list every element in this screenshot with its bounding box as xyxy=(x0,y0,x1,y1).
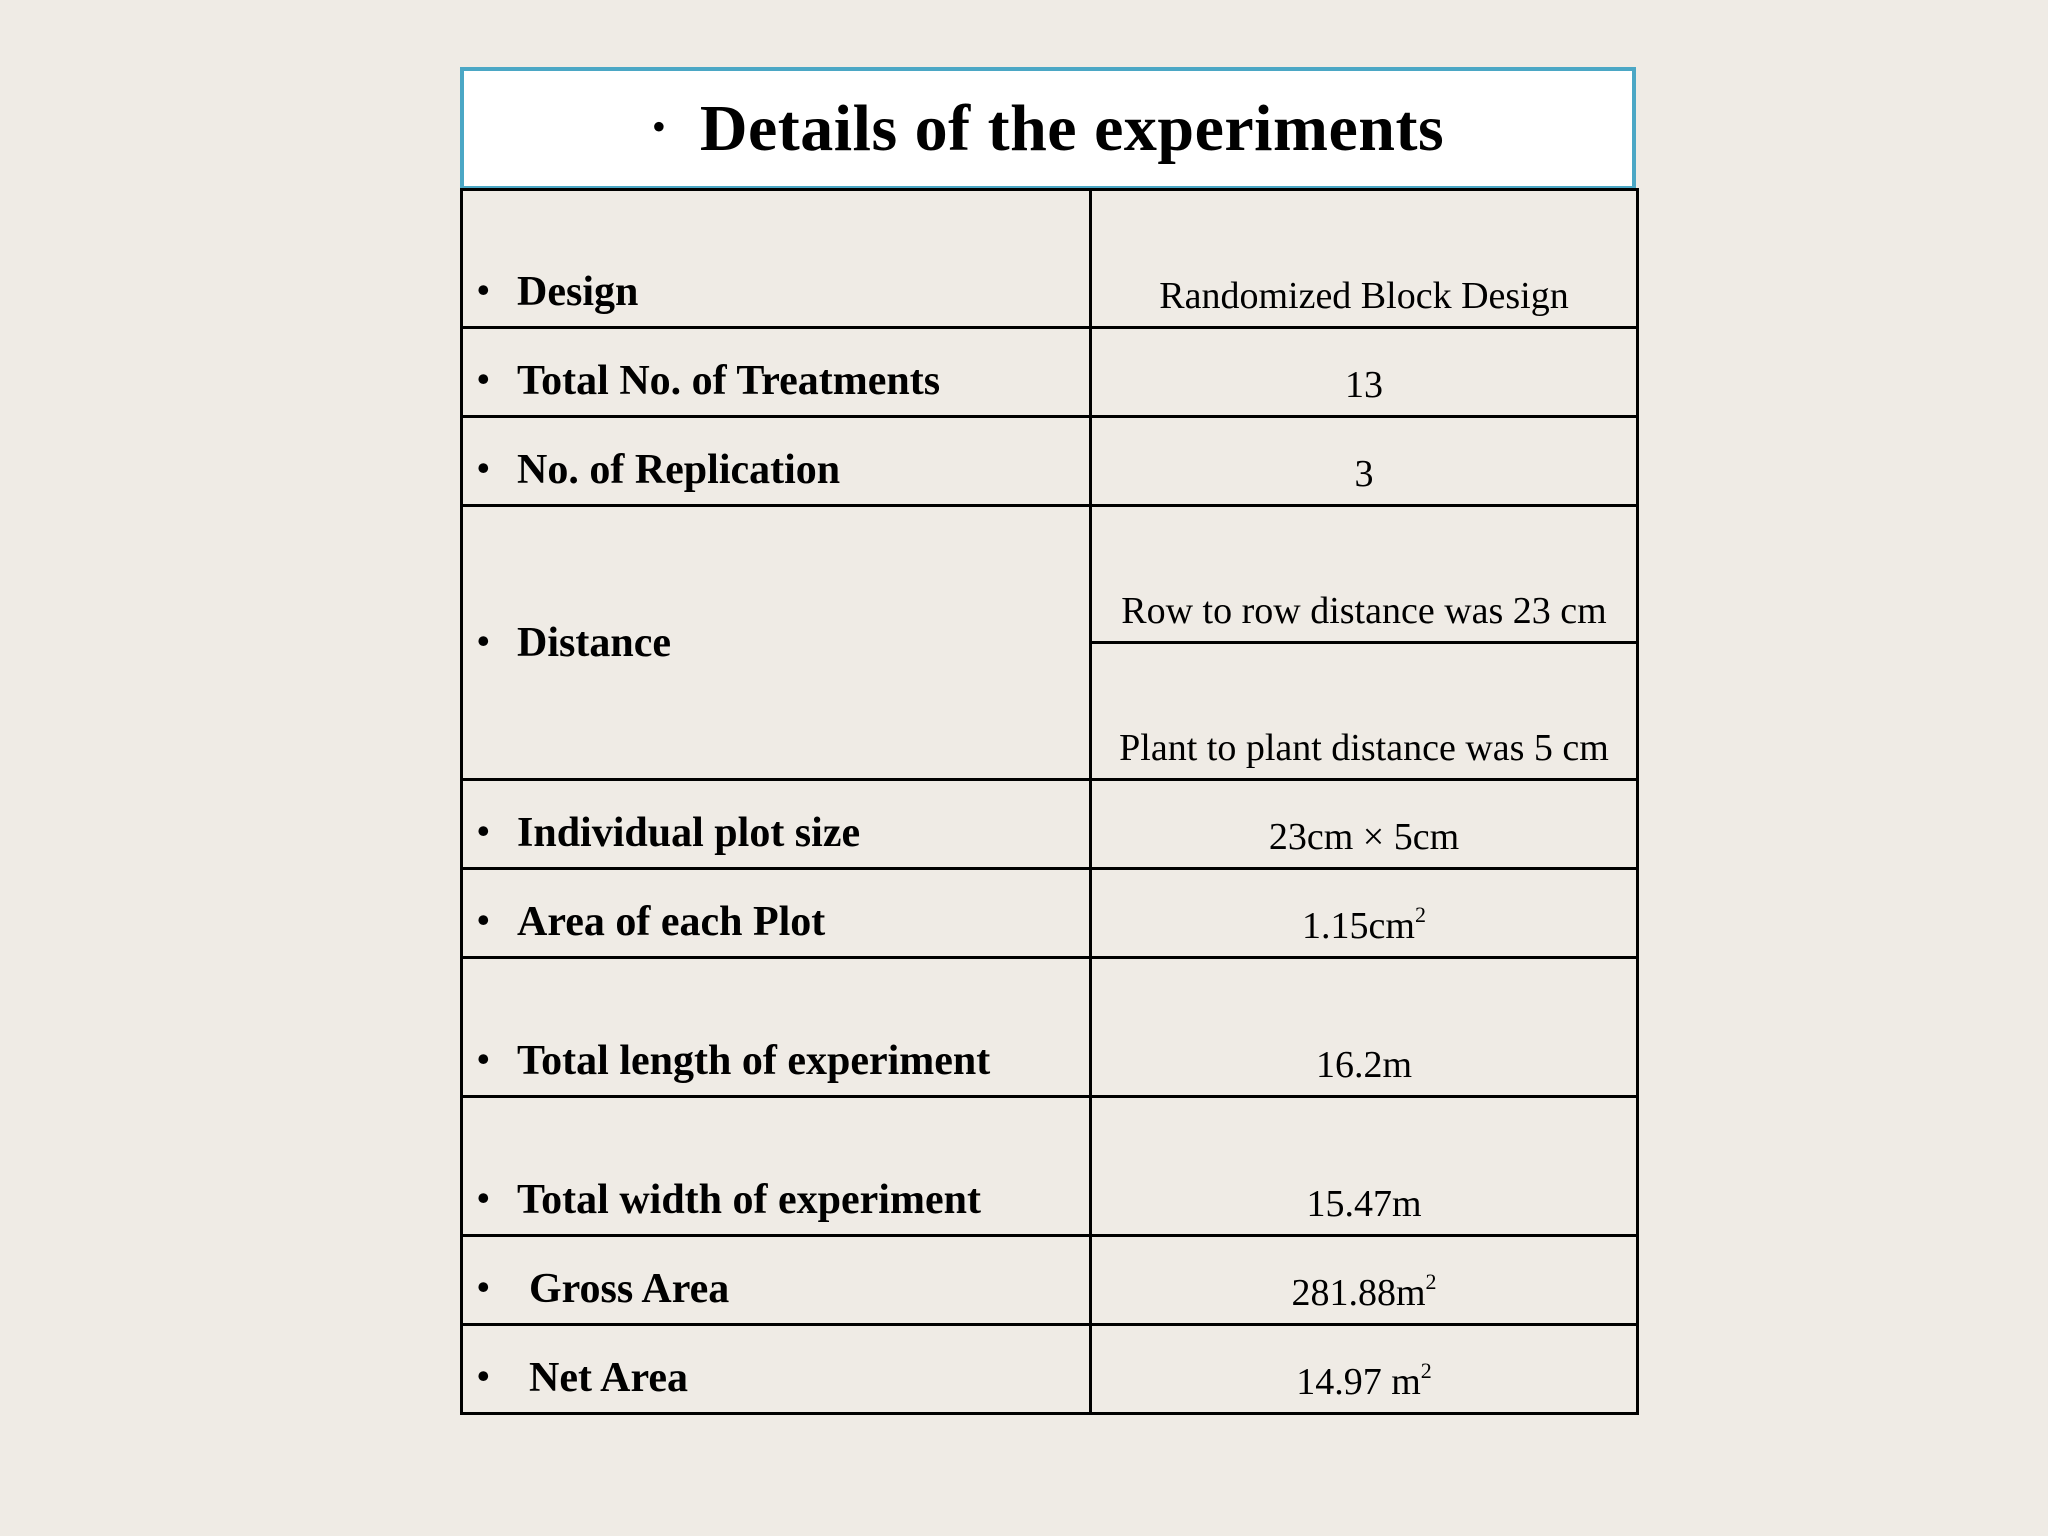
replication-value: 3 xyxy=(1091,417,1638,506)
treatments-label: Total No. of Treatments xyxy=(517,358,941,404)
bullet: • xyxy=(477,1178,490,1218)
label-cell xyxy=(462,190,1091,328)
bullet: • xyxy=(477,620,490,661)
total-length-value: 16.2m xyxy=(1091,958,1638,1097)
table-row-plot-size xyxy=(462,780,1638,869)
table-row-treatments xyxy=(462,328,1638,417)
details-table xyxy=(460,188,1639,1415)
row-distance-value: Row to row distance was 23 cm xyxy=(1091,506,1638,643)
title-box xyxy=(460,67,1636,190)
design-value: Randomized Block Design xyxy=(1091,190,1638,328)
gross-area-cell xyxy=(1091,1236,1638,1325)
bullet: • xyxy=(477,270,490,310)
net-area-label: Net Area xyxy=(529,1355,688,1401)
bullet: • xyxy=(477,1039,490,1079)
replication-label: No. of Replication xyxy=(517,447,841,493)
label-cell xyxy=(462,780,1091,869)
bullet: • xyxy=(477,811,490,851)
treatments-value: 13 xyxy=(1091,328,1638,417)
design-label: Design xyxy=(517,269,639,315)
table-row-plot-area xyxy=(462,869,1638,958)
net-area-unit-sup: 2 xyxy=(1420,1358,1432,1384)
bullet: • xyxy=(477,1267,490,1307)
bullet: • xyxy=(477,448,490,488)
table-row-gross-area xyxy=(462,1236,1638,1325)
table-row-distance xyxy=(462,506,1638,643)
label-cell xyxy=(462,417,1091,506)
label-cell xyxy=(462,328,1091,417)
table-row-net-area xyxy=(462,1325,1638,1414)
net-area-cell xyxy=(1091,1325,1638,1414)
plot-area-cell xyxy=(1091,869,1638,958)
total-width-value: 15.47m xyxy=(1091,1097,1638,1236)
plant-distance-value: Plant to plant distance was 5 cm xyxy=(1091,643,1638,780)
net-area-value: 14.97 m xyxy=(1296,1361,1421,1403)
table-row-design xyxy=(462,190,1638,328)
plot-size-value: 23cm × 5cm xyxy=(1091,780,1638,869)
bullet: • xyxy=(477,900,490,940)
table-row-replication xyxy=(462,417,1638,506)
total-width-label: Total width of experiment xyxy=(517,1177,981,1223)
plot-area-value: 1.15cm xyxy=(1302,905,1415,947)
bullet: • xyxy=(477,359,490,399)
label-cell xyxy=(462,1097,1091,1236)
distance-label: Distance xyxy=(517,619,671,666)
plot-size-label: Individual plot size xyxy=(517,810,861,856)
bullet: • xyxy=(477,1356,490,1396)
plot-area-label: Area of each Plot xyxy=(517,899,826,945)
title-bullet: • xyxy=(651,104,666,149)
label-cell xyxy=(462,506,1091,780)
label-cell xyxy=(462,1325,1091,1414)
gross-area-label: Gross Area xyxy=(529,1266,730,1312)
gross-area-unit-sup: 2 xyxy=(1425,1269,1437,1295)
page-title: Details of the experiments xyxy=(699,91,1445,165)
plot-area-unit-sup: 2 xyxy=(1414,902,1426,928)
label-cell xyxy=(462,958,1091,1097)
gross-area-value: 281.88m xyxy=(1291,1272,1426,1314)
table-row-total-width xyxy=(462,1097,1638,1236)
label-cell xyxy=(462,1236,1091,1325)
table-row-total-length xyxy=(462,958,1638,1097)
label-cell xyxy=(462,869,1091,958)
total-length-label: Total length of experiment xyxy=(517,1038,991,1084)
